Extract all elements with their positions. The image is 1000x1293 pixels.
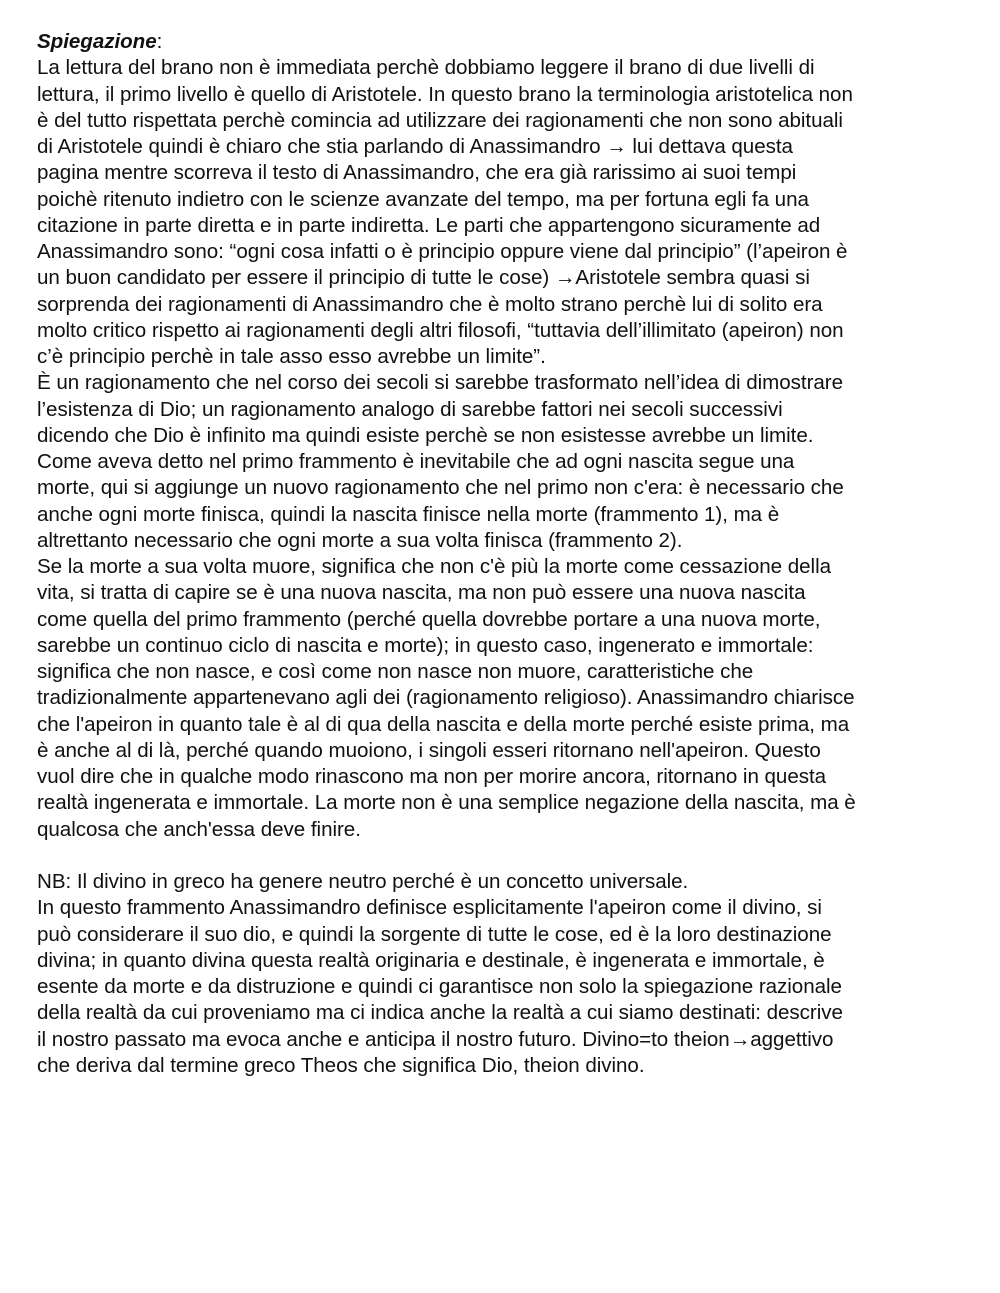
paragraph-spacer (37, 843, 967, 869)
text-line: altrettanto necessario che ogni morte a sua volta finisca (frammento 2). (37, 528, 683, 552)
document-page (37, 29, 967, 1079)
text-line: è anche al di là, perché quando muoiono, i singoli esseri ritornano nell'apeiron. Questo (37, 738, 821, 762)
text-line: esente da morte e da distruzione e quindi ci garantisce non solo la spiegazione razionale (37, 975, 842, 998)
text-line: divina; in quanto divina questa realtà originaria e destinale, è ingenerata e immortale, è (37, 948, 825, 972)
text-line: un buon candidato per essere il principio di tutte le cose) →Aristotele sembra quasi si (37, 266, 810, 290)
text-line: sorprenda dei ragionamenti di Anassimandro che è molto strano perchè lui di solito era (37, 292, 823, 316)
text-line: vita, si tratta di capire se è una nuova nascita, ma non può essere una nuova nascita (37, 581, 806, 605)
text-line: può considerare il suo dio, e quindi la sorgente di tutte le cose, ed è la loro destinazione (37, 922, 832, 946)
text-line: che l'apeiron in quanto tale è al di qua della nascita e della morte perché esiste prima, ma (37, 712, 850, 736)
text-line: La lettura del brano non è immediata perchè dobbiamo leggere il brano di due livelli di (37, 56, 815, 80)
text-line: è del tutto rispettata perchè comincia ad utilizzare dei ragionamenti che non sono abituali (37, 108, 843, 132)
text-line: molto critico rispetto ai ragionamenti degli altri filosofi, “tuttavia dell’illimitato (apeiron) non (37, 318, 844, 342)
text-line: che deriva dal termine greco Theos che significa Dio, theion divino. (37, 1053, 645, 1077)
section-title-colon: : (156, 30, 163, 53)
section-heading (37, 29, 967, 55)
text-line: NB: Il divino in greco ha genere neutro perché è un concetto universale. (37, 870, 689, 893)
text-line: In questo frammento Anassimandro definisce esplicitamente l'apeiron come il divino, si (37, 896, 822, 920)
text-line: della realtà da cui proveniamo ma ci indica anche la realtà a cui siamo destinati: descrive (37, 1001, 843, 1025)
text-line: citazione in parte diretta e in parte indiretta. Le parti che appartengono sicuramente ad (37, 213, 821, 237)
text-line: l’esistenza di Dio; un ragionamento analogo di sarebbe fattori nei secoli successivi (37, 397, 783, 421)
text-line: poichè ritenuto indietro con le scienze avanzate del tempo, ma per fortuna egli fa una (37, 187, 809, 211)
text-line: È un ragionamento che nel corso dei secoli si sarebbe trasformato nell’idea di dimostrare (37, 371, 843, 395)
explanation-paragraph (37, 55, 967, 843)
text-line: sarebbe un continuo ciclo di nascita e morte); in questo caso, ingenerato e immortale: (37, 633, 814, 657)
text-line: Se la morte a sua volta muore, significa che non c'è più la morte come cessazione della (37, 555, 832, 578)
text-line: c’è principio perchè in tale asso esso avrebbe un limite”. (37, 345, 546, 368)
text-line: anche ogni morte finisca, quindi la nascita finisce nella morte (frammento 1), ma è (37, 502, 780, 526)
text-line: pagina mentre scorreva il testo di Anassimandro, che era già rarissimo ai suoi tempi (37, 161, 797, 185)
text-line: Come aveva detto nel primo frammento è inevitabile che ad ogni nascita segue una (37, 450, 795, 473)
text-line: significa che non nasce, e così come non nasce non muore, caratteristiche che (37, 660, 754, 683)
text-line: morte, qui si aggiunge un nuovo ragionamento che nel primo non c'era: è necessario che (37, 476, 844, 500)
text-line: tradizionalmente appartenevano agli dei (ragionamento religioso). Anassimandro chiarisce (37, 686, 855, 710)
text-line: vuol dire che in qualche modo rinascono ma non per morire ancora, ritornano in questa (37, 765, 827, 788)
note-paragraph (37, 869, 967, 1079)
text-line: Anassimandro sono: “ogni cosa infatti o è principio oppure viene dal principio” (l’apeiron è (37, 240, 848, 263)
text-line: dicendo che Dio è infinito ma quindi esiste perchè se non esistesse avrebbe un limite. (37, 423, 814, 447)
text-line: qualcosa che anch'essa deve finire. (37, 817, 361, 841)
text-line: il nostro passato ma evoca anche e anticipa il nostro futuro. Divino=to theion→aggettivo (37, 1027, 834, 1051)
text-line: lettura, il primo livello è quello di Aristotele. In questo brano la terminologia aristotelica non (37, 82, 853, 106)
section-title: Spiegazione (37, 30, 157, 53)
text-line: come quella del primo frammento (perché quella dovrebbe portare a una nuova morte, (37, 607, 821, 631)
text-line: realtà ingenerata e immortale. La morte non è una semplice negazione della nascita, ma è (37, 791, 856, 815)
text-line: di Aristotele quindi è chiaro che stia parlando di Anassimandro → lui dettava questa (37, 135, 793, 158)
